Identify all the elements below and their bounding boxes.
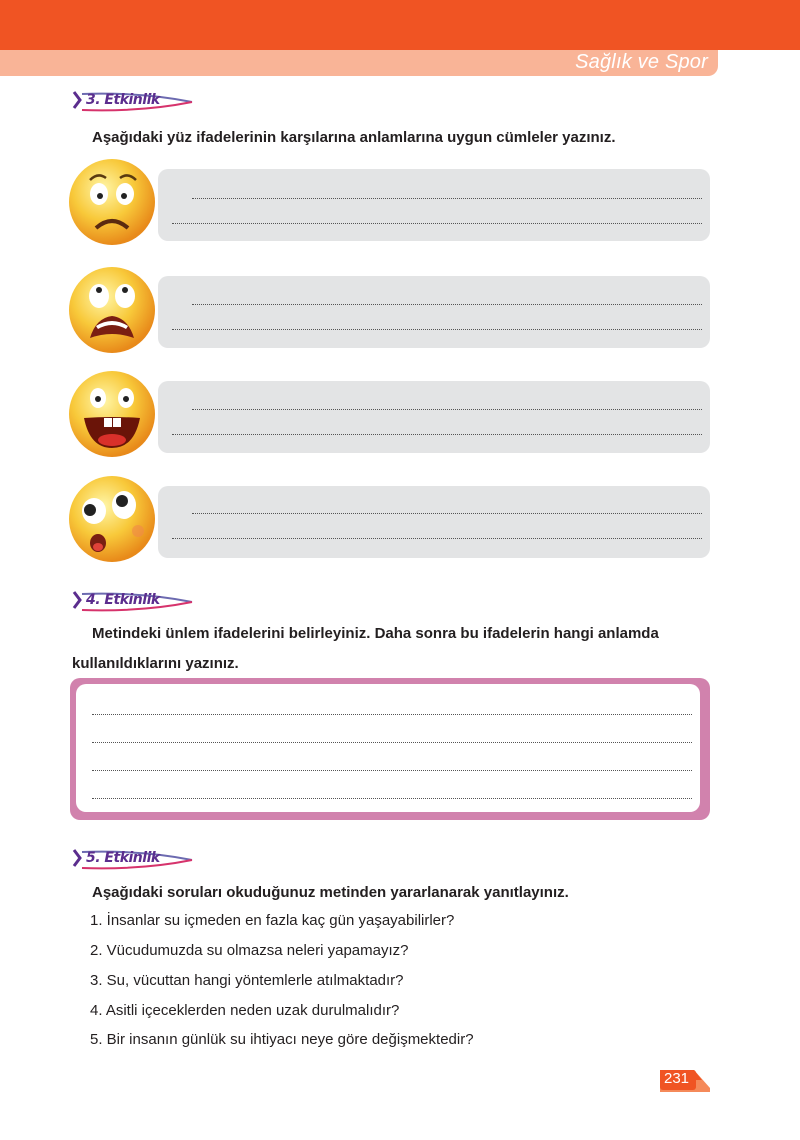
answer-line [92, 770, 692, 771]
answer-line [172, 223, 702, 224]
answer-line [192, 304, 702, 305]
answer-box-1[interactable] [158, 169, 710, 241]
answer-line [92, 714, 692, 715]
page-number: 231 [664, 1070, 690, 1087]
answer-area[interactable] [76, 684, 700, 812]
question-4: 4. Asitli içeceklerden neden uzak durulmalıdır? [90, 1002, 400, 1019]
activity-4-instruction: Metindeki ünlem ifadelerini belirleyiniz. Daha sonra bu ifadelerin hangi anlamda kullanıldıklarını yazınız. [72, 625, 659, 672]
laughing-face-icon [68, 370, 156, 458]
answer-line [192, 513, 702, 514]
answer-line [172, 329, 702, 330]
activity-3-label: 3. Etkinlik [86, 92, 160, 108]
worried-face-icon [68, 158, 156, 246]
answer-box-2[interactable] [158, 276, 710, 348]
activity-3-badge [72, 88, 194, 116]
answer-line [92, 798, 692, 799]
answer-box-4[interactable] [158, 486, 710, 558]
activity-5-instruction: Aşağıdaki soruları okuduğunuz metinden yararlanarak yanıtlayınız. [92, 884, 569, 901]
activity-5-badge [72, 846, 194, 874]
section-title: Sağlık ve Spor [575, 51, 708, 73]
activity-3-instruction: Aşağıdaki yüz ifadelerinin karşılarına anlamlarına uygun cümleler yazınız. [92, 129, 616, 146]
answer-box-3[interactable] [158, 381, 710, 453]
answer-line [192, 409, 702, 410]
header-bar [0, 0, 800, 50]
activity-4-badge [72, 588, 194, 616]
question-5: 5. Bir insanın günlük su ihtiyacı neye göre değişmektedir? [90, 1031, 474, 1048]
activity-5-label: 5. Etkinlik [86, 850, 160, 866]
question-3: 3. Su, vücuttan hangi yöntemlerle atılmaktadır? [90, 972, 404, 989]
question-2: 2. Vücudumuzda su olmazsa neleri yapamayız? [90, 942, 409, 959]
answer-line [172, 538, 702, 539]
answer-line [192, 198, 702, 199]
answer-line [92, 742, 692, 743]
surprised-face-icon [68, 475, 156, 563]
activity-4-label: 4. Etkinlik [86, 592, 160, 608]
terrified-face-icon [68, 266, 156, 354]
answer-line [172, 434, 702, 435]
question-1: 1. İnsanlar su içmeden en fazla kaç gün yaşayabilirler? [90, 912, 455, 929]
